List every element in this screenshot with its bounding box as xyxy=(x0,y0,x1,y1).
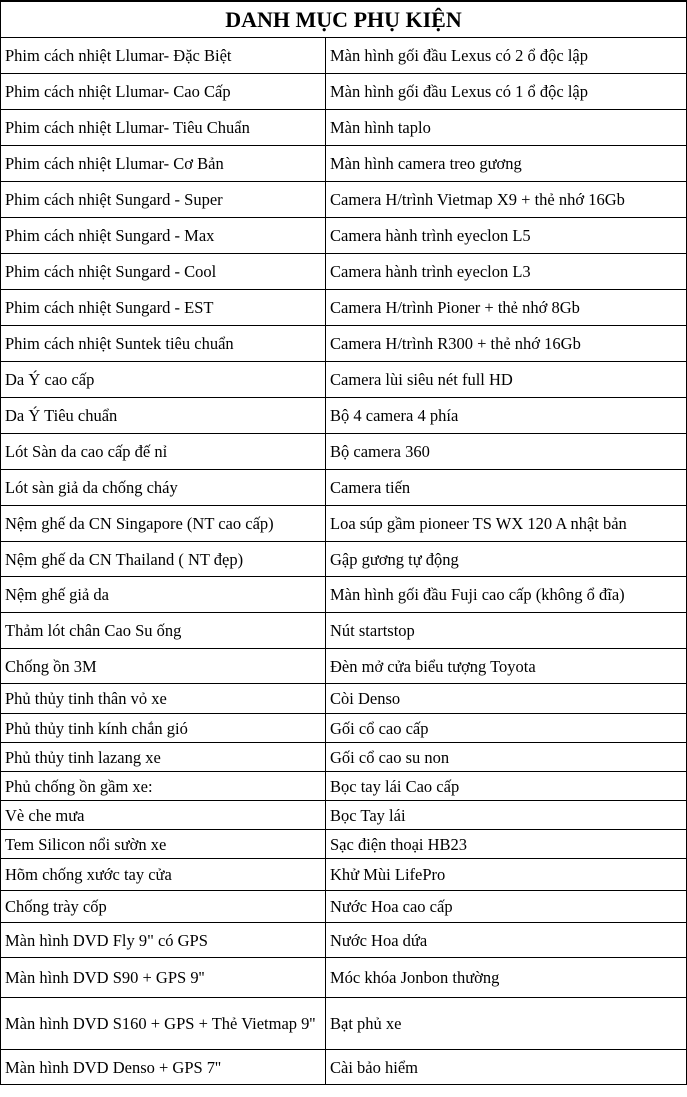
table-row xyxy=(1,891,687,923)
accessory-cell-right: Camera H/trình R300 + thẻ nhớ 16Gb xyxy=(326,326,687,362)
accessory-cell-right: Nước Hoa cao cấp xyxy=(326,891,687,923)
table-row xyxy=(1,801,687,830)
accessory-cell-right: Đèn mở cửa biểu tượng Toyota xyxy=(326,649,687,684)
accessory-cell-right: Camera hành trình eyeclon L5 xyxy=(326,218,687,254)
accessory-cell-right: Bọc Tay lái xyxy=(326,801,687,830)
accessory-cell-left: Phủ thủy tinh thân vỏ xe xyxy=(1,684,326,714)
accessory-cell-left: Phủ thủy tinh lazang xe xyxy=(1,743,326,772)
table-row xyxy=(1,434,687,470)
accessory-cell-left: Tem Silicon nổi sườn xe xyxy=(1,830,326,859)
table-row xyxy=(1,613,687,649)
table-row xyxy=(1,958,687,998)
accessory-cell-right: Camera H/trình Vietmap X9 + thẻ nhớ 16Gb xyxy=(326,182,687,218)
accessory-cell-right: Loa súp gầm pioneer TS WX 120 A nhật bản xyxy=(326,506,687,542)
accessory-cell-right: Màn hình gối đầu Lexus có 2 ổ độc lập xyxy=(326,38,687,74)
accessory-cell-left: Màn hình DVD S90 + GPS 9'' xyxy=(1,958,326,998)
accessory-cell-left: Phim cách nhiệt Sungard - Max xyxy=(1,218,326,254)
table-row xyxy=(1,146,687,182)
accessory-cell-right: Màn hình taplo xyxy=(326,110,687,146)
accessory-cell-right: Còi Denso xyxy=(326,684,687,714)
accessory-cell-left: Da Ý Tiêu chuẩn xyxy=(1,398,326,434)
table-row xyxy=(1,684,687,714)
accessory-cell-left: Phim cách nhiệt Llumar- Tiêu Chuẩn xyxy=(1,110,326,146)
table-row xyxy=(1,1050,687,1085)
table-row xyxy=(1,772,687,801)
accessory-cell-right: Camera lùi siêu nét full HD xyxy=(326,362,687,398)
accessory-cell-left: Màn hình DVD S160 + GPS + Thẻ Vietmap 9'' xyxy=(1,998,326,1050)
accessory-cell-right: Camera hành trình eyeclon L3 xyxy=(326,254,687,290)
accessory-cell-left: Vè che mưa xyxy=(1,801,326,830)
table-row xyxy=(1,218,687,254)
accessory-cell-right: Màn hình gối đầu Fuji cao cấp (không ổ đĩa) xyxy=(326,577,687,613)
accessory-cell-left: Lót Sàn da cao cấp đế nỉ xyxy=(1,434,326,470)
accessory-cell-left: Phim cách nhiệt Llumar- Cao Cấp xyxy=(1,74,326,110)
catalog-title: DANH MỤC PHỤ KIỆN xyxy=(1,1,687,38)
accessory-cell-left: Màn hình DVD Denso + GPS 7'' xyxy=(1,1050,326,1085)
accessory-cell-right: Khử Mùi LifePro xyxy=(326,859,687,891)
accessory-cell-right: Gối cổ cao su non xyxy=(326,743,687,772)
table-row xyxy=(1,542,687,577)
accessory-cell-right: Nước Hoa dứa xyxy=(326,923,687,958)
accessory-cell-left: Nệm ghế da CN Singapore (NT cao cấp) xyxy=(1,506,326,542)
accessory-cell-right: Gập gương tự động xyxy=(326,542,687,577)
catalog-rows xyxy=(1,38,687,1085)
accessory-cell-left: Phim cách nhiệt Suntek tiêu chuẩn xyxy=(1,326,326,362)
table-row xyxy=(1,923,687,958)
accessory-cell-left: Phim cách nhiệt Sungard - EST xyxy=(1,290,326,326)
table-row xyxy=(1,326,687,362)
accessory-cell-right: Bọc tay lái Cao cấp xyxy=(326,772,687,801)
table-row xyxy=(1,830,687,859)
accessory-cell-right: Bạt phủ xe xyxy=(326,998,687,1050)
accessory-cell-right: Bộ 4 camera 4 phía xyxy=(326,398,687,434)
table-row xyxy=(1,649,687,684)
accessory-cell-right: Camera tiến xyxy=(326,470,687,506)
table-row xyxy=(1,110,687,146)
accessory-cell-left: Phim cách nhiệt Sungard - Super xyxy=(1,182,326,218)
table-row xyxy=(1,398,687,434)
table-row xyxy=(1,254,687,290)
table-row xyxy=(1,290,687,326)
accessory-cell-right: Móc khóa Jonbon thường xyxy=(326,958,687,998)
accessory-cell-left: Phim cách nhiệt Llumar- Đặc Biệt xyxy=(1,38,326,74)
accessory-cell-left: Nệm ghế giả da xyxy=(1,577,326,613)
accessory-cell-left: Màn hình DVD Fly 9" có GPS xyxy=(1,923,326,958)
accessory-cell-left: Nệm ghế da CN Thailand ( NT đẹp) xyxy=(1,542,326,577)
table-row xyxy=(1,743,687,772)
accessory-cell-left: Phủ thủy tinh kính chắn gió xyxy=(1,714,326,743)
accessory-cell-left: Phủ chống ồn gầm xe: xyxy=(1,772,326,801)
accessory-cell-right: Màn hình gối đầu Lexus có 1 ổ độc lập xyxy=(326,74,687,110)
table-row xyxy=(1,506,687,542)
accessory-cell-left: Thảm lót chân Cao Su ống xyxy=(1,613,326,649)
table-row xyxy=(1,998,687,1050)
table-row xyxy=(1,74,687,110)
accessory-cell-left: Da Ý cao cấp xyxy=(1,362,326,398)
table-row xyxy=(1,859,687,891)
table-row xyxy=(1,577,687,613)
accessory-cell-left: Lót sàn giả da chống cháy xyxy=(1,470,326,506)
table-row xyxy=(1,38,687,74)
accessory-cell-left: Chống trày cốp xyxy=(1,891,326,923)
accessory-cell-left: Hõm chống xước tay cửa xyxy=(1,859,326,891)
accessory-cell-left: Phim cách nhiệt Sungard - Cool xyxy=(1,254,326,290)
accessory-cell-right: Gối cổ cao cấp xyxy=(326,714,687,743)
accessory-cell-right: Camera H/trình Pioner + thẻ nhớ 8Gb xyxy=(326,290,687,326)
table-row xyxy=(1,470,687,506)
title-row xyxy=(1,1,687,38)
accessory-cell-right: Nút startstop xyxy=(326,613,687,649)
table-row xyxy=(1,182,687,218)
table-row xyxy=(1,714,687,743)
accessory-cell-right: Màn hình camera treo gương xyxy=(326,146,687,182)
accessory-cell-right: Sạc điện thoại HB23 xyxy=(326,830,687,859)
accessory-cell-left: Phim cách nhiệt Llumar- Cơ Bản xyxy=(1,146,326,182)
accessory-cell-right: Bộ camera 360 xyxy=(326,434,687,470)
accessory-cell-right: Cài bảo hiểm xyxy=(326,1050,687,1085)
accessory-cell-left: Chống ồn 3M xyxy=(1,649,326,684)
table-row xyxy=(1,362,687,398)
